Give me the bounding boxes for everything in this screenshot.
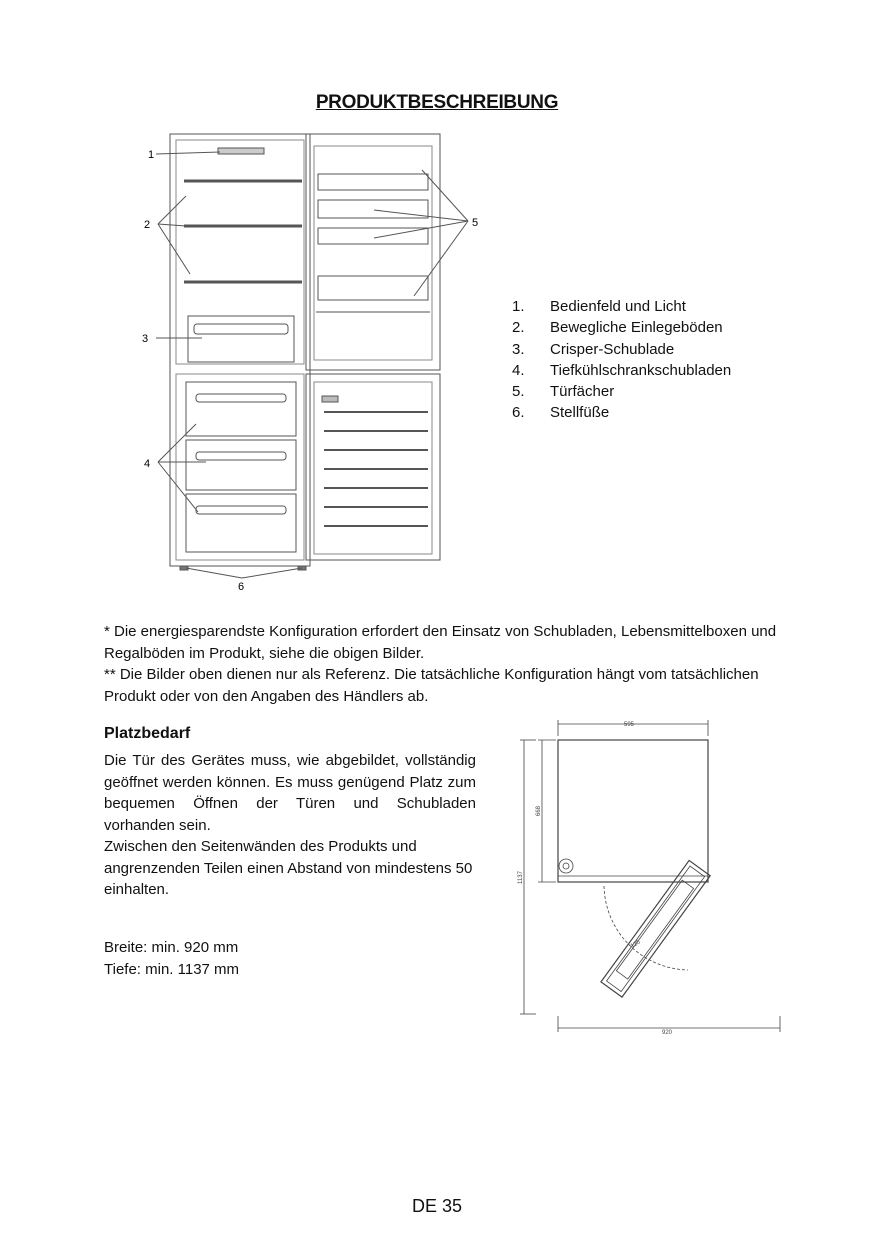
dim-bottom-width: 920 (662, 1030, 673, 1036)
note-reference: ** Die Bilder oben dienen nur als Referenz. Die tatsächliche Konfiguration hängt vom tatsächlichen Produkt oder von den Angaben des Händlers ab. (104, 666, 759, 705)
fridge-door (306, 134, 440, 370)
parts-list (512, 296, 731, 424)
fridge-illustration (130, 126, 490, 596)
note-energy: * Die energiesparendste Konfiguration erfordert den Einsatz von Schubladen, Lebensmittelboxen und Regalböden im Produkt, siehe die obigen Bilder. (104, 623, 777, 662)
space-paragraph-2: Zwischen den Seitenwänden des Produkts und angrenzenden Teilen einen Abstand von mindestens 50 einhalten. (104, 838, 473, 898)
section-heading: Platzbedarf (104, 725, 191, 742)
list-item: 2. Bewegliche Einlegeböden (512, 319, 723, 337)
callout-1: 1 (148, 149, 155, 161)
width-requirement: Breite: min. 920 mm (104, 939, 239, 956)
dim-depth-total: 1137 (518, 871, 524, 884)
callout-2: 2 (144, 219, 151, 231)
callout-3: 3 (142, 333, 149, 345)
page-title: PRODUKTBESCHREIBUNG (315, 92, 559, 113)
notes (104, 621, 794, 707)
list-item: 5. Türfächer (512, 383, 615, 401)
page-number: DE 35 (411, 1196, 463, 1216)
dim-top-width: 595 (624, 722, 635, 728)
list-item: 4. Tiefkühlschrankschubladen (512, 361, 732, 379)
space-plan-diagram (512, 716, 794, 1036)
space-description (104, 750, 476, 901)
angle-label: 126 (629, 939, 642, 950)
fridge-cabinet (170, 134, 310, 566)
space-paragraph-1: Die Tür des Gerätes muss, wie abgebildet, vollständig geöffnet werden können. Es muss genügend Platz zum bequemen Öffnen der Türen und Schubladen vorhanden sein. (104, 752, 476, 834)
callout-6: 6 (238, 581, 245, 593)
space-requirements (104, 937, 239, 981)
list-item: 3. Crisper-Schublade (512, 340, 675, 358)
depth-requirement: Tiefe: min. 1137 mm (104, 961, 240, 978)
list-item: 1. Bedienfeld und Licht (512, 298, 686, 315)
dim-depth-inner: 668 (536, 805, 542, 816)
list-item: 6. Stellfüße (512, 404, 610, 422)
callout-5: 5 (472, 217, 479, 229)
callout-4: 4 (144, 458, 151, 470)
